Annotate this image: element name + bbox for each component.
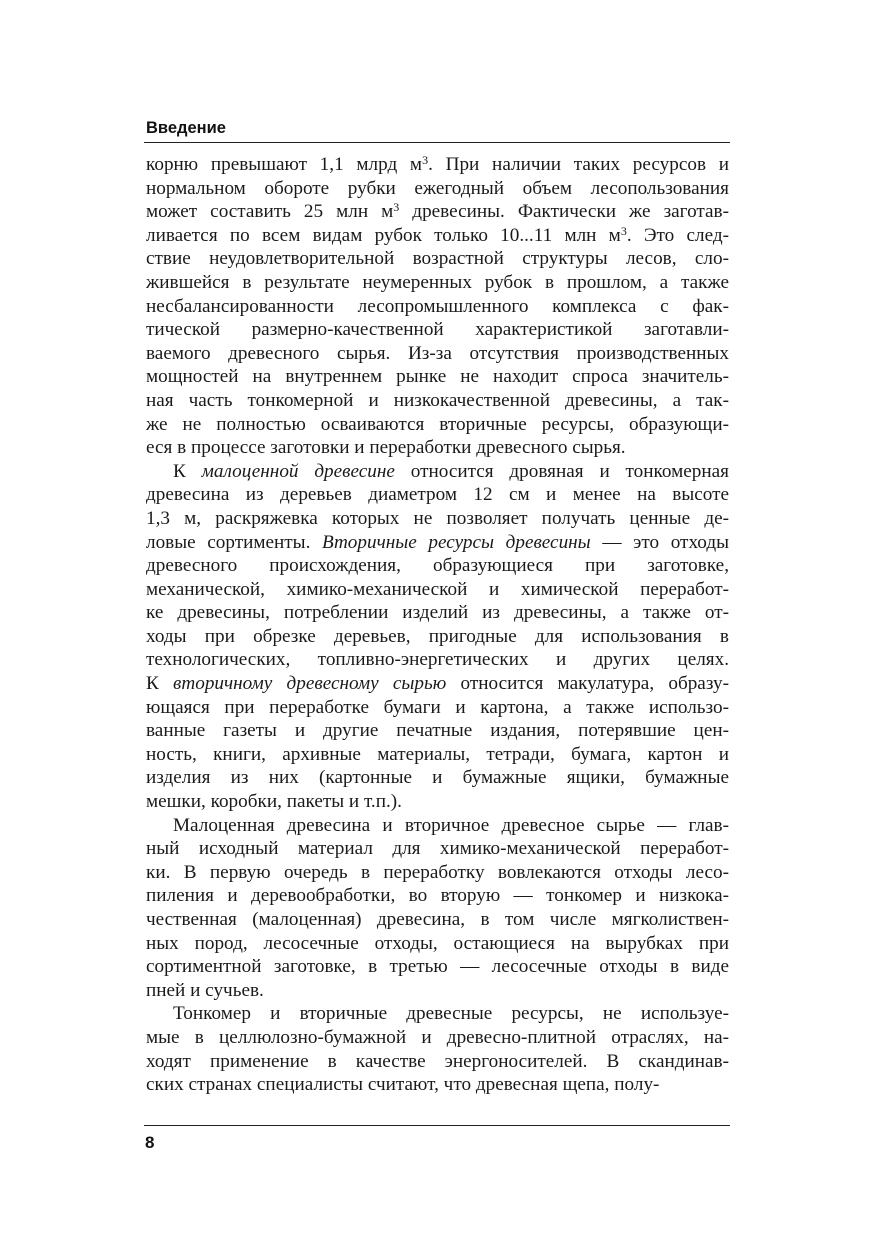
text-run: ке древесины, потреблении изделий из древесины, а также от- [146, 602, 729, 624]
text-run: ющаяся при переработке бумаги и картона, а также использо- [146, 696, 729, 718]
text-run: ских странах специалисты считают, что древесная щепа, полу- [146, 1074, 660, 1096]
text-line [146, 1002, 729, 1026]
text-run: — это отходы [590, 531, 730, 553]
text-run: ливается по всем видам рубок только 10...11 млн м [146, 224, 621, 246]
text-line [146, 1050, 729, 1074]
text-run: технологических, топливно-энергетических и других целях. [146, 649, 729, 671]
text-line [146, 483, 729, 507]
section-title: Введение [146, 119, 226, 137]
text-run: нормальном обороте рубки ежегодный объем лесопользования [146, 177, 729, 199]
text-line [146, 247, 729, 271]
text-run: древесины. Фактически же заготав- [399, 201, 730, 223]
text-line [146, 224, 729, 248]
text-line [146, 554, 729, 578]
text-line [146, 200, 729, 224]
text-line [146, 318, 729, 342]
superscript: 3 [393, 200, 400, 215]
text-run: . При наличии таких ресурсов и [428, 154, 730, 175]
text-line [146, 790, 729, 814]
text-run: же не полностью осваиваются вторичные ресурсы, образующи- [146, 413, 729, 435]
text-line [146, 271, 729, 295]
text-line [146, 884, 729, 908]
italic-term: вторичному древесному сырью [173, 673, 447, 695]
text-run: жившейся в результате неумеренных рубок в прошлом, а также [146, 271, 729, 293]
text-line [146, 413, 729, 437]
text-run: К [146, 673, 174, 695]
text-line [146, 672, 729, 696]
text-run: ловые сортименты. [146, 531, 322, 553]
text-line [146, 979, 729, 1003]
body-text [146, 153, 729, 1097]
text-run: может составить 25 млн м [146, 201, 394, 223]
text-run: ки. В первую очередь в переработку вовлекаются отходы лесо- [146, 861, 729, 883]
text-line [146, 743, 729, 767]
text-run: пней и сучьев. [146, 979, 264, 1001]
text-line [146, 837, 729, 861]
text-run: ходят применение в качестве энергоносителей. В скандинав- [146, 1050, 729, 1072]
text-run: древесина из деревьев диаметром 12 см и менее на высоте [146, 484, 729, 506]
text-run: мощностей на внутреннем рынке не находит спроса значитель- [146, 366, 729, 388]
text-line [146, 766, 729, 790]
text-line [146, 1026, 729, 1050]
text-line [146, 389, 729, 413]
text-line [146, 696, 729, 720]
text-run: ных пород, лесосечные отходы, остающиеся на вырубках при [146, 932, 729, 954]
italic-term: малоценной древесине [201, 460, 395, 482]
text-run: ная часть тонкомерной и низкокачественной древесины, а так- [146, 389, 729, 411]
text-run: корню превышают 1,1 млрд м [146, 154, 423, 175]
text-run: ствие неудовлетворительной возрастной структуры лесов, сло- [146, 248, 729, 270]
header-rule [144, 142, 730, 143]
text-run: еся в процессе заготовки и переработки древесного сырья. [146, 437, 626, 459]
text-run: тической размерно-качественной характеристикой заготавли- [146, 319, 729, 341]
text-line [146, 1073, 729, 1097]
text-run: Тонкомер и вторичные древесные ресурсы, не используе- [173, 1003, 729, 1025]
paragraph [146, 153, 729, 460]
text-line [146, 365, 729, 389]
text-run: ваемого древесного сырья. Из-за отсутствия производственных [146, 342, 729, 364]
text-line [146, 908, 729, 932]
text-run: механической, химико-механической и химической переработ- [146, 578, 729, 600]
text-run: относится дровяная и тонкомерная [394, 460, 729, 482]
text-run: ванные газеты и другие печатные издания, потерявшие цен- [146, 720, 729, 742]
text-run: древесного происхождения, образующиеся при заготовке, [146, 555, 729, 577]
text-line [146, 295, 729, 319]
text-line [146, 177, 729, 201]
text-line [146, 648, 729, 672]
text-run: мые в целлюлозно-бумажной и древесно-плитной отраслях, на- [146, 1026, 729, 1048]
text-run: относится макулатура, образу- [446, 673, 729, 695]
text-line [146, 814, 729, 838]
text-run: Малоценная древесина и вторичное древесное сырье — глав- [173, 814, 729, 836]
text-line [146, 507, 729, 531]
text-line [146, 153, 729, 177]
text-line [146, 932, 729, 956]
page-number: 8 [145, 1133, 155, 1152]
text-run: пиления и деревообработки, во вторую — тонкомер и низкока- [146, 885, 729, 907]
text-run: . Это след- [626, 224, 730, 246]
superscript: 3 [620, 223, 627, 238]
italic-term: Вторичные ресурсы древесины [322, 531, 591, 553]
text-run: чественная (малоценная) древесина, в том числе мягколиствен- [146, 909, 729, 930]
superscript: 3 [422, 153, 429, 167]
text-run: К [173, 460, 202, 482]
text-run: ный исходный материал для химико-механической переработ- [146, 838, 729, 860]
text-line [146, 955, 729, 979]
paragraph [146, 460, 729, 814]
text-line [146, 436, 729, 460]
text-line [146, 719, 729, 743]
text-line [146, 342, 729, 366]
text-run: сортиментной заготовке, в третью — лесосечные отходы в виде [146, 956, 729, 978]
text-run: изделия из них (картонные и бумажные ящики, бумажные [146, 767, 729, 789]
text-line [146, 625, 729, 649]
text-run: несбалансированности лесопромышленного комплекса с фак- [146, 295, 729, 317]
text-line [146, 601, 729, 625]
text-run: мешки, коробки, пакеты и т.п.). [146, 791, 402, 813]
footer-rule [144, 1125, 730, 1126]
text-run: ность, книги, архивные материалы, тетради, бумага, картон и [146, 743, 729, 765]
text-line [146, 578, 729, 602]
text-line [146, 460, 729, 484]
text-line [146, 861, 729, 885]
text-run: 1,3 м, раскряжевка которых не позволяет получать ценные де- [146, 507, 729, 529]
paragraph [146, 814, 729, 1003]
paragraph [146, 1002, 729, 1096]
text-run: ходы при обрезке деревьев, пригодные для использования в [146, 625, 729, 647]
text-line [146, 531, 729, 555]
